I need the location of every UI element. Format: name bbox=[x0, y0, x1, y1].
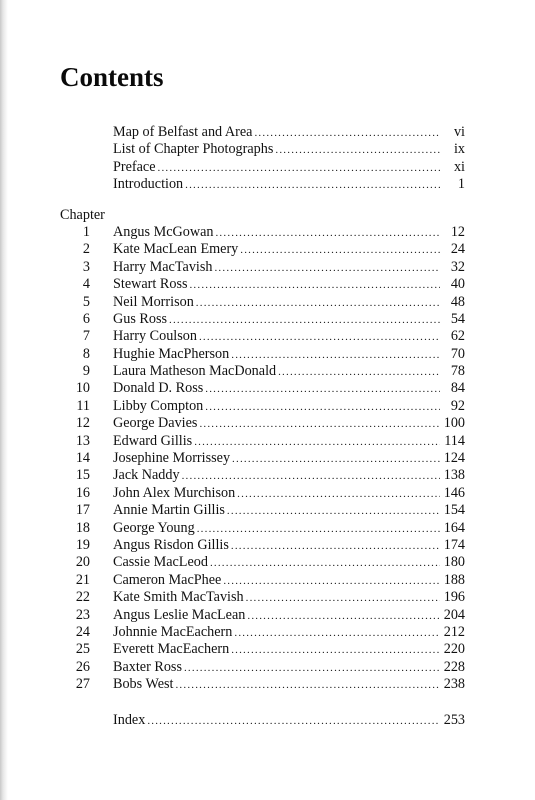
dot-leader bbox=[175, 677, 440, 694]
toc-entry bbox=[60, 380, 465, 397]
toc-entry bbox=[60, 485, 465, 502]
page-number: ix bbox=[453, 141, 465, 158]
dot-leader bbox=[247, 608, 440, 625]
chapter-number: 22 bbox=[75, 589, 90, 606]
chapter-number: 20 bbox=[75, 554, 90, 571]
toc-entry bbox=[60, 624, 465, 641]
page-number: 40 bbox=[450, 276, 465, 293]
dot-leader bbox=[231, 642, 440, 659]
page-number: 253 bbox=[443, 711, 465, 728]
toc-entry bbox=[60, 176, 465, 193]
page-number: 180 bbox=[443, 554, 465, 571]
dot-leader bbox=[197, 521, 440, 538]
chapter-number: 15 bbox=[75, 467, 90, 484]
toc-entry bbox=[60, 346, 465, 363]
dot-leader bbox=[278, 364, 440, 381]
toc-entry bbox=[60, 676, 465, 693]
page-number: 228 bbox=[443, 658, 465, 675]
dot-leader bbox=[223, 573, 440, 590]
toc-entry bbox=[60, 311, 465, 328]
chapter-number: 10 bbox=[75, 380, 90, 397]
chapter-number: 21 bbox=[75, 571, 90, 588]
page-number: 62 bbox=[450, 328, 465, 345]
toc-entry bbox=[60, 259, 465, 276]
dot-leader bbox=[227, 503, 440, 520]
page-number: 100 bbox=[443, 415, 465, 432]
chapter-number: 9 bbox=[82, 363, 90, 380]
spacer bbox=[60, 194, 465, 207]
dot-leader bbox=[237, 486, 440, 503]
entry-title: John Alex Murchison bbox=[113, 484, 236, 501]
page-number: 220 bbox=[443, 641, 465, 658]
dot-leader bbox=[234, 625, 440, 642]
page-number: 78 bbox=[450, 363, 465, 380]
chapter-number: 26 bbox=[75, 658, 90, 675]
page-number: 154 bbox=[443, 502, 465, 519]
chapter-number: 6 bbox=[82, 310, 90, 327]
page-number: 54 bbox=[450, 310, 465, 327]
chapter-number: 14 bbox=[75, 450, 90, 467]
page-number: 238 bbox=[443, 676, 465, 693]
page-number: 12 bbox=[450, 223, 465, 240]
page-number: 1 bbox=[457, 176, 465, 193]
page-number: 124 bbox=[443, 450, 465, 467]
entry-title: Libby Compton bbox=[113, 397, 204, 414]
page-number: 212 bbox=[443, 623, 465, 640]
dot-leader bbox=[194, 434, 440, 451]
toc-entry bbox=[60, 276, 465, 293]
page-number: 188 bbox=[443, 571, 465, 588]
page-number: 204 bbox=[443, 606, 465, 623]
entry-title: Bobs West bbox=[113, 676, 174, 693]
front-matter-list bbox=[60, 124, 465, 194]
entry-title: Laura Matheson MacDonald bbox=[113, 363, 277, 380]
page-edge-shadow bbox=[0, 0, 8, 800]
toc-entry bbox=[60, 537, 465, 554]
page-number: 138 bbox=[443, 467, 465, 484]
page-number: 164 bbox=[443, 519, 465, 536]
toc-entry bbox=[60, 712, 465, 729]
toc-entry bbox=[60, 433, 465, 450]
entry-title: Map of Belfast and Area bbox=[113, 124, 253, 140]
dot-leader bbox=[205, 399, 440, 416]
spacer bbox=[60, 694, 465, 712]
entry-title: Preface bbox=[113, 158, 156, 175]
dot-leader bbox=[182, 468, 440, 485]
dot-leader bbox=[231, 347, 440, 364]
entry-title: List of Chapter Photographs bbox=[113, 141, 274, 158]
entry-title: Harry Coulson bbox=[113, 328, 197, 345]
entry-title: Donald D. Ross bbox=[113, 380, 204, 397]
dot-leader bbox=[169, 312, 440, 329]
dot-leader bbox=[189, 277, 440, 294]
entry-title: Annie Martin Gillis bbox=[113, 502, 225, 519]
dot-leader bbox=[215, 225, 440, 242]
chapter-number: 23 bbox=[75, 606, 90, 623]
entry-title: George Young bbox=[113, 519, 195, 536]
toc-entry bbox=[60, 363, 465, 380]
back-matter-list bbox=[60, 712, 465, 729]
chapter-list bbox=[60, 224, 465, 694]
toc-entry bbox=[60, 224, 465, 241]
entry-title: Angus Leslie MacLean bbox=[113, 606, 246, 623]
chapter-number: 17 bbox=[75, 502, 90, 519]
chapter-number: 1 bbox=[82, 223, 90, 240]
page-number: 48 bbox=[450, 293, 465, 310]
toc-entry bbox=[60, 572, 465, 589]
chapter-number: 24 bbox=[75, 623, 90, 640]
toc-entry bbox=[60, 450, 465, 467]
toc-entry bbox=[60, 415, 465, 432]
entry-title: Angus Risdon Gillis bbox=[113, 536, 229, 553]
toc-entry bbox=[60, 124, 465, 141]
page-title: Contents bbox=[60, 62, 164, 92]
chapter-number: 5 bbox=[82, 293, 90, 310]
page-number: 174 bbox=[443, 536, 465, 553]
dot-leader bbox=[210, 555, 440, 572]
entry-title: Cameron MacPhee bbox=[113, 571, 222, 588]
chapter-number: 16 bbox=[75, 484, 90, 501]
page-number: 24 bbox=[450, 241, 465, 258]
dot-leader bbox=[205, 381, 440, 398]
dot-leader bbox=[196, 295, 440, 312]
entry-title: Jack Naddy bbox=[113, 467, 180, 484]
toc-entry bbox=[60, 141, 465, 158]
page-number: 196 bbox=[443, 589, 465, 606]
toc-entry bbox=[60, 607, 465, 624]
entry-title: Josephine Morrissey bbox=[113, 450, 231, 467]
entry-title: Everett MacEachern bbox=[113, 641, 230, 658]
entry-title: Johnnie MacEachern bbox=[113, 623, 233, 640]
chapter-number: 11 bbox=[76, 397, 90, 414]
toc-entry bbox=[60, 398, 465, 415]
entry-title: Baxter Ross bbox=[113, 658, 182, 675]
toc-entry bbox=[60, 554, 465, 571]
entry-title: Kate Smith MacTavish bbox=[113, 589, 244, 606]
page-number: 114 bbox=[444, 432, 465, 449]
page-number: 84 bbox=[450, 380, 465, 397]
toc-entry bbox=[60, 589, 465, 606]
chapter-number: 8 bbox=[82, 345, 90, 362]
dot-leader bbox=[275, 142, 440, 159]
chapter-number: 3 bbox=[82, 258, 90, 275]
entry-title: Edward Gillis bbox=[113, 432, 193, 449]
entry-title: Neil Morrison bbox=[113, 293, 194, 310]
dot-leader bbox=[214, 260, 440, 277]
chapter-heading: Chapter bbox=[60, 206, 105, 223]
dot-leader bbox=[254, 125, 440, 142]
dot-leader bbox=[246, 590, 440, 607]
entry-title: Stewart Ross bbox=[113, 276, 188, 293]
toc-entry bbox=[60, 659, 465, 676]
table-of-contents bbox=[60, 124, 465, 729]
chapter-number: 18 bbox=[75, 519, 90, 536]
dot-leader bbox=[158, 160, 440, 177]
chapter-number: 25 bbox=[75, 641, 90, 658]
entry-title: Harry MacTavish bbox=[113, 258, 213, 275]
dot-leader bbox=[232, 451, 440, 468]
toc-entry bbox=[60, 159, 465, 176]
page-number: xi bbox=[453, 158, 465, 175]
page-number: 92 bbox=[450, 397, 465, 414]
page-number: 70 bbox=[450, 345, 465, 362]
chapter-number: 27 bbox=[75, 676, 90, 693]
toc-entry bbox=[60, 467, 465, 484]
chapter-number: 7 bbox=[82, 328, 90, 345]
chapter-number: 12 bbox=[75, 415, 90, 432]
chapter-number: 19 bbox=[75, 536, 90, 553]
dot-leader bbox=[199, 329, 440, 346]
dot-leader bbox=[184, 660, 440, 677]
entry-title: Hughie MacPherson bbox=[113, 345, 230, 362]
toc-entry bbox=[60, 294, 465, 311]
entry-title: Kate MacLean Emery bbox=[113, 241, 239, 258]
entry-title: Introduction bbox=[113, 176, 184, 193]
entry-title: George Davies bbox=[113, 415, 198, 432]
page-number: vi bbox=[453, 124, 465, 140]
toc-entry bbox=[60, 520, 465, 537]
chapter-number: 13 bbox=[75, 432, 90, 449]
chapter-number: 4 bbox=[82, 276, 90, 293]
page-number: 32 bbox=[450, 258, 465, 275]
dot-leader bbox=[147, 713, 440, 730]
dot-leader bbox=[199, 416, 440, 433]
entry-title: Index bbox=[113, 711, 146, 728]
chapter-number: 2 bbox=[82, 241, 90, 258]
toc-entry bbox=[60, 241, 465, 258]
entry-title: Angus McGowan bbox=[113, 223, 214, 240]
dot-leader bbox=[240, 242, 440, 259]
toc-entry bbox=[60, 502, 465, 519]
page-number: 146 bbox=[443, 484, 465, 501]
toc-entry bbox=[60, 328, 465, 345]
entry-title: Cassie MacLeod bbox=[113, 554, 208, 571]
toc-entry bbox=[60, 641, 465, 658]
dot-leader bbox=[185, 177, 440, 194]
entry-title: Gus Ross bbox=[113, 310, 168, 327]
dot-leader bbox=[231, 538, 440, 555]
